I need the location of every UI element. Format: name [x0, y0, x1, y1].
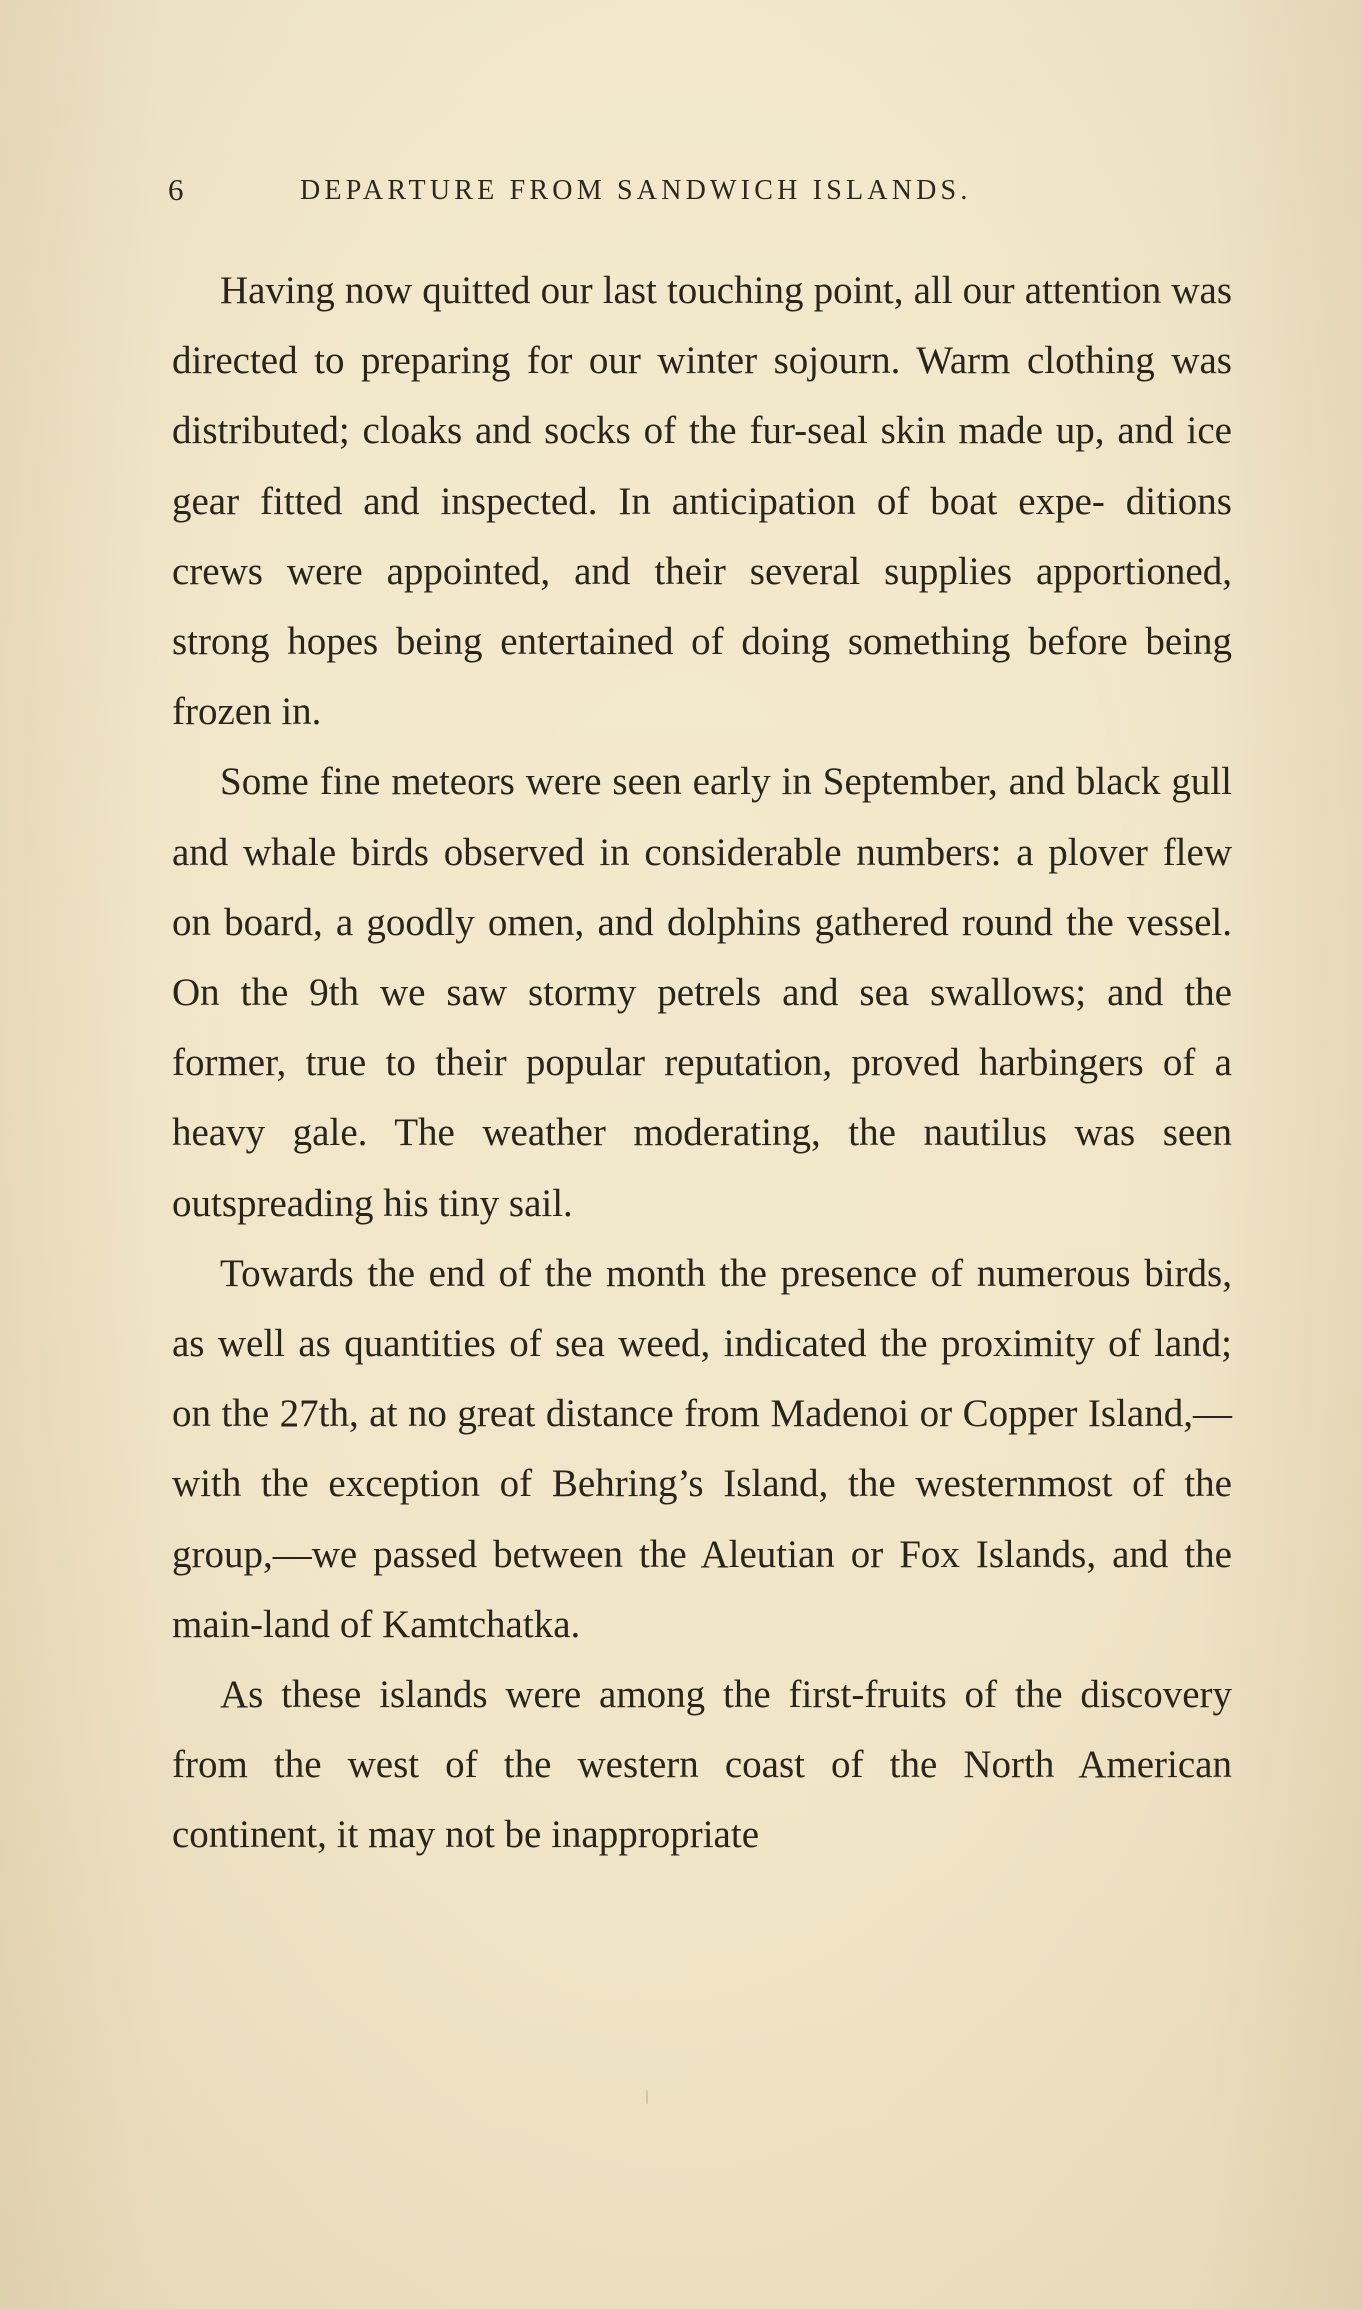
body-text [172, 256, 1232, 1871]
paragraph-1: Having now quitted our last touching point, all our attention was directed to preparing for our winter sojourn. Warm clothing was distributed; cloaks and socks of the fur-seal skin made up, and ice gear fitted and inspected. In anticipation of boat expe- ditions crews were appointed, and their several supplies apportioned, strong hopes being entertained of doing something before being frozen in. [172, 269, 1232, 734]
running-head-title: DEPARTURE FROM SANDWICH ISLANDS. [300, 175, 972, 206]
paragraph-3: Towards the end of the month the presence of numerous birds, as well as quantities of sea weed, indicated the proximity of land; on the 27th, at no great distance from Madenoi or Copper Island,—with the exception of Behring’s Island, the westernmost of the group,—we passed between the Aleutian or Fox Islands, and the main-land of Kamtchatka. [172, 1251, 1232, 1646]
paragraph-2: Some fine meteors were seen early in September, and black gull and whale birds observed in considerable numbers: a plover flew on board, a goodly omen, and dolphins gathered round the vessel. On the 9th we saw stormy petrels and sea swallows; and the former, true to their popular reputation, proved harbingers of a heavy gale. The weather moderating, the nautilus was seen outspreading his tiny sail. [172, 760, 1232, 1225]
page-number: 6 [168, 172, 184, 207]
running-head [168, 172, 1224, 214]
page-speck [646, 2090, 648, 2104]
paragraph-4: As these islands were among the first-fruits of the discovery from the west of the western coast of the North American continent, it may not be inappropriate [172, 1673, 1232, 1857]
